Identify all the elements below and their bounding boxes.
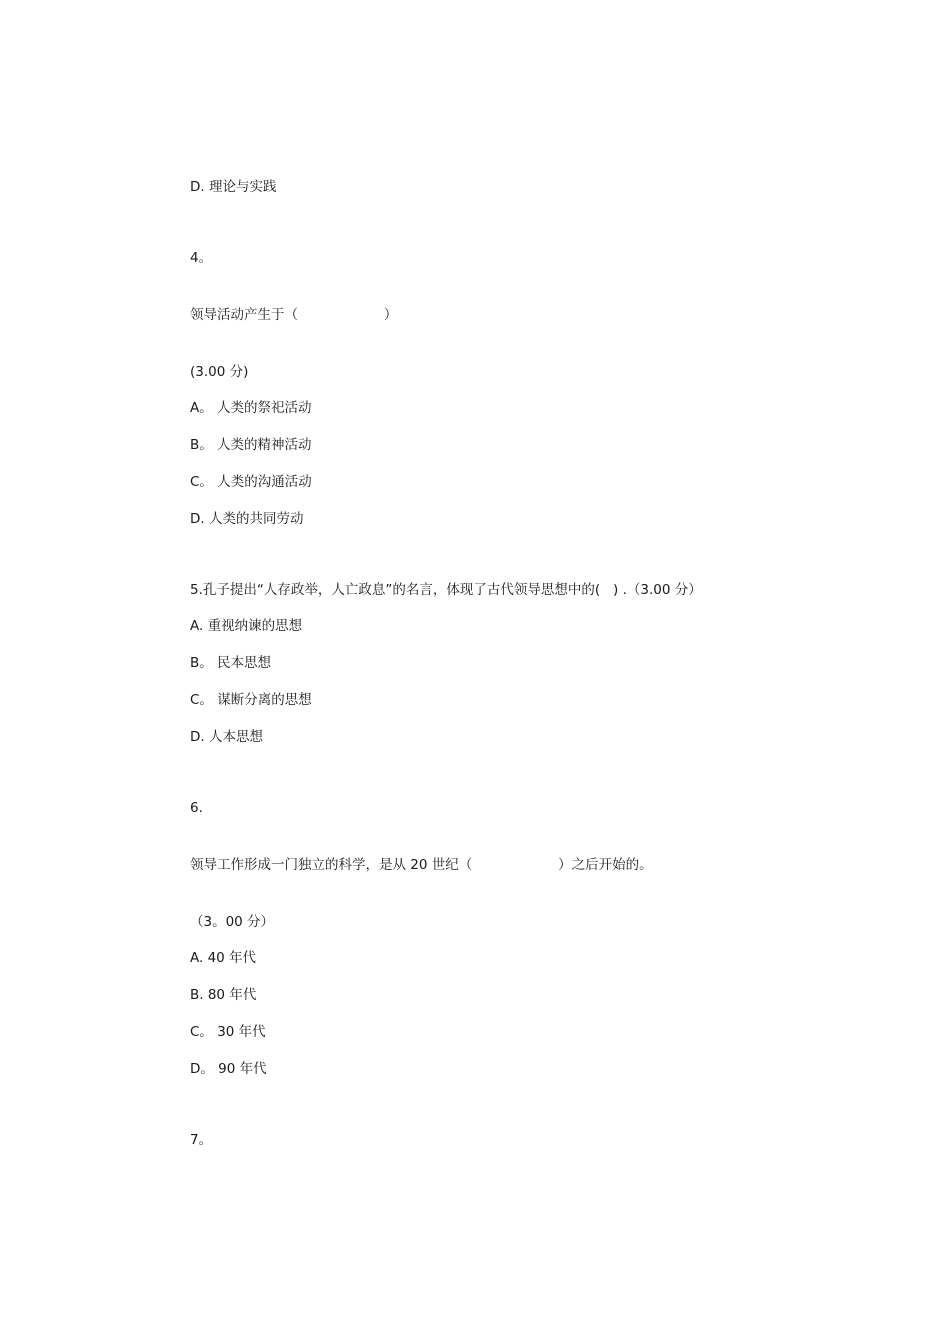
q4-score: (3.00 分) — [190, 364, 249, 380]
q6-option-b: B. 80 年代 — [190, 987, 257, 1003]
q5-option-c: C。 谋断分离的思想 — [190, 692, 312, 708]
q5-option-b: B。 民本思想 — [190, 655, 272, 671]
q7-number: 7。 — [190, 1132, 213, 1148]
q5-stem: 5.孔子提出“人存政举，人亡政息”的名言，体现了古代领导思想中的( ) .（3.00 分） — [190, 582, 702, 598]
q4-option-d: D. 人类的共同劳动 — [190, 511, 304, 527]
q6-score: （3。00 分） — [190, 914, 275, 930]
q6-option-c: C。 30 年代 — [190, 1024, 266, 1040]
q4-stem: 领导活动产生于（ ） — [190, 307, 398, 323]
q4-option-a: A。 人类的祭祀活动 — [190, 400, 312, 416]
q3-option-d: D. 理论与实践 — [190, 179, 277, 195]
q4-option-c: C。 人类的沟通活动 — [190, 474, 312, 490]
q4-option-b: B。 人类的精神活动 — [190, 437, 312, 453]
q6-stem: 领导工作形成一门独立的科学，是从 20 世纪（ ）之后开始的。 — [190, 857, 653, 873]
q5-option-a: A. 重视纳谏的思想 — [190, 618, 303, 634]
q5-option-d: D. 人本思想 — [190, 729, 263, 745]
q6-option-d: D。 90 年代 — [190, 1061, 267, 1077]
q6-option-a: A. 40 年代 — [190, 950, 257, 966]
q6-number: 6. — [190, 800, 203, 816]
q4-number: 4。 — [190, 250, 213, 266]
